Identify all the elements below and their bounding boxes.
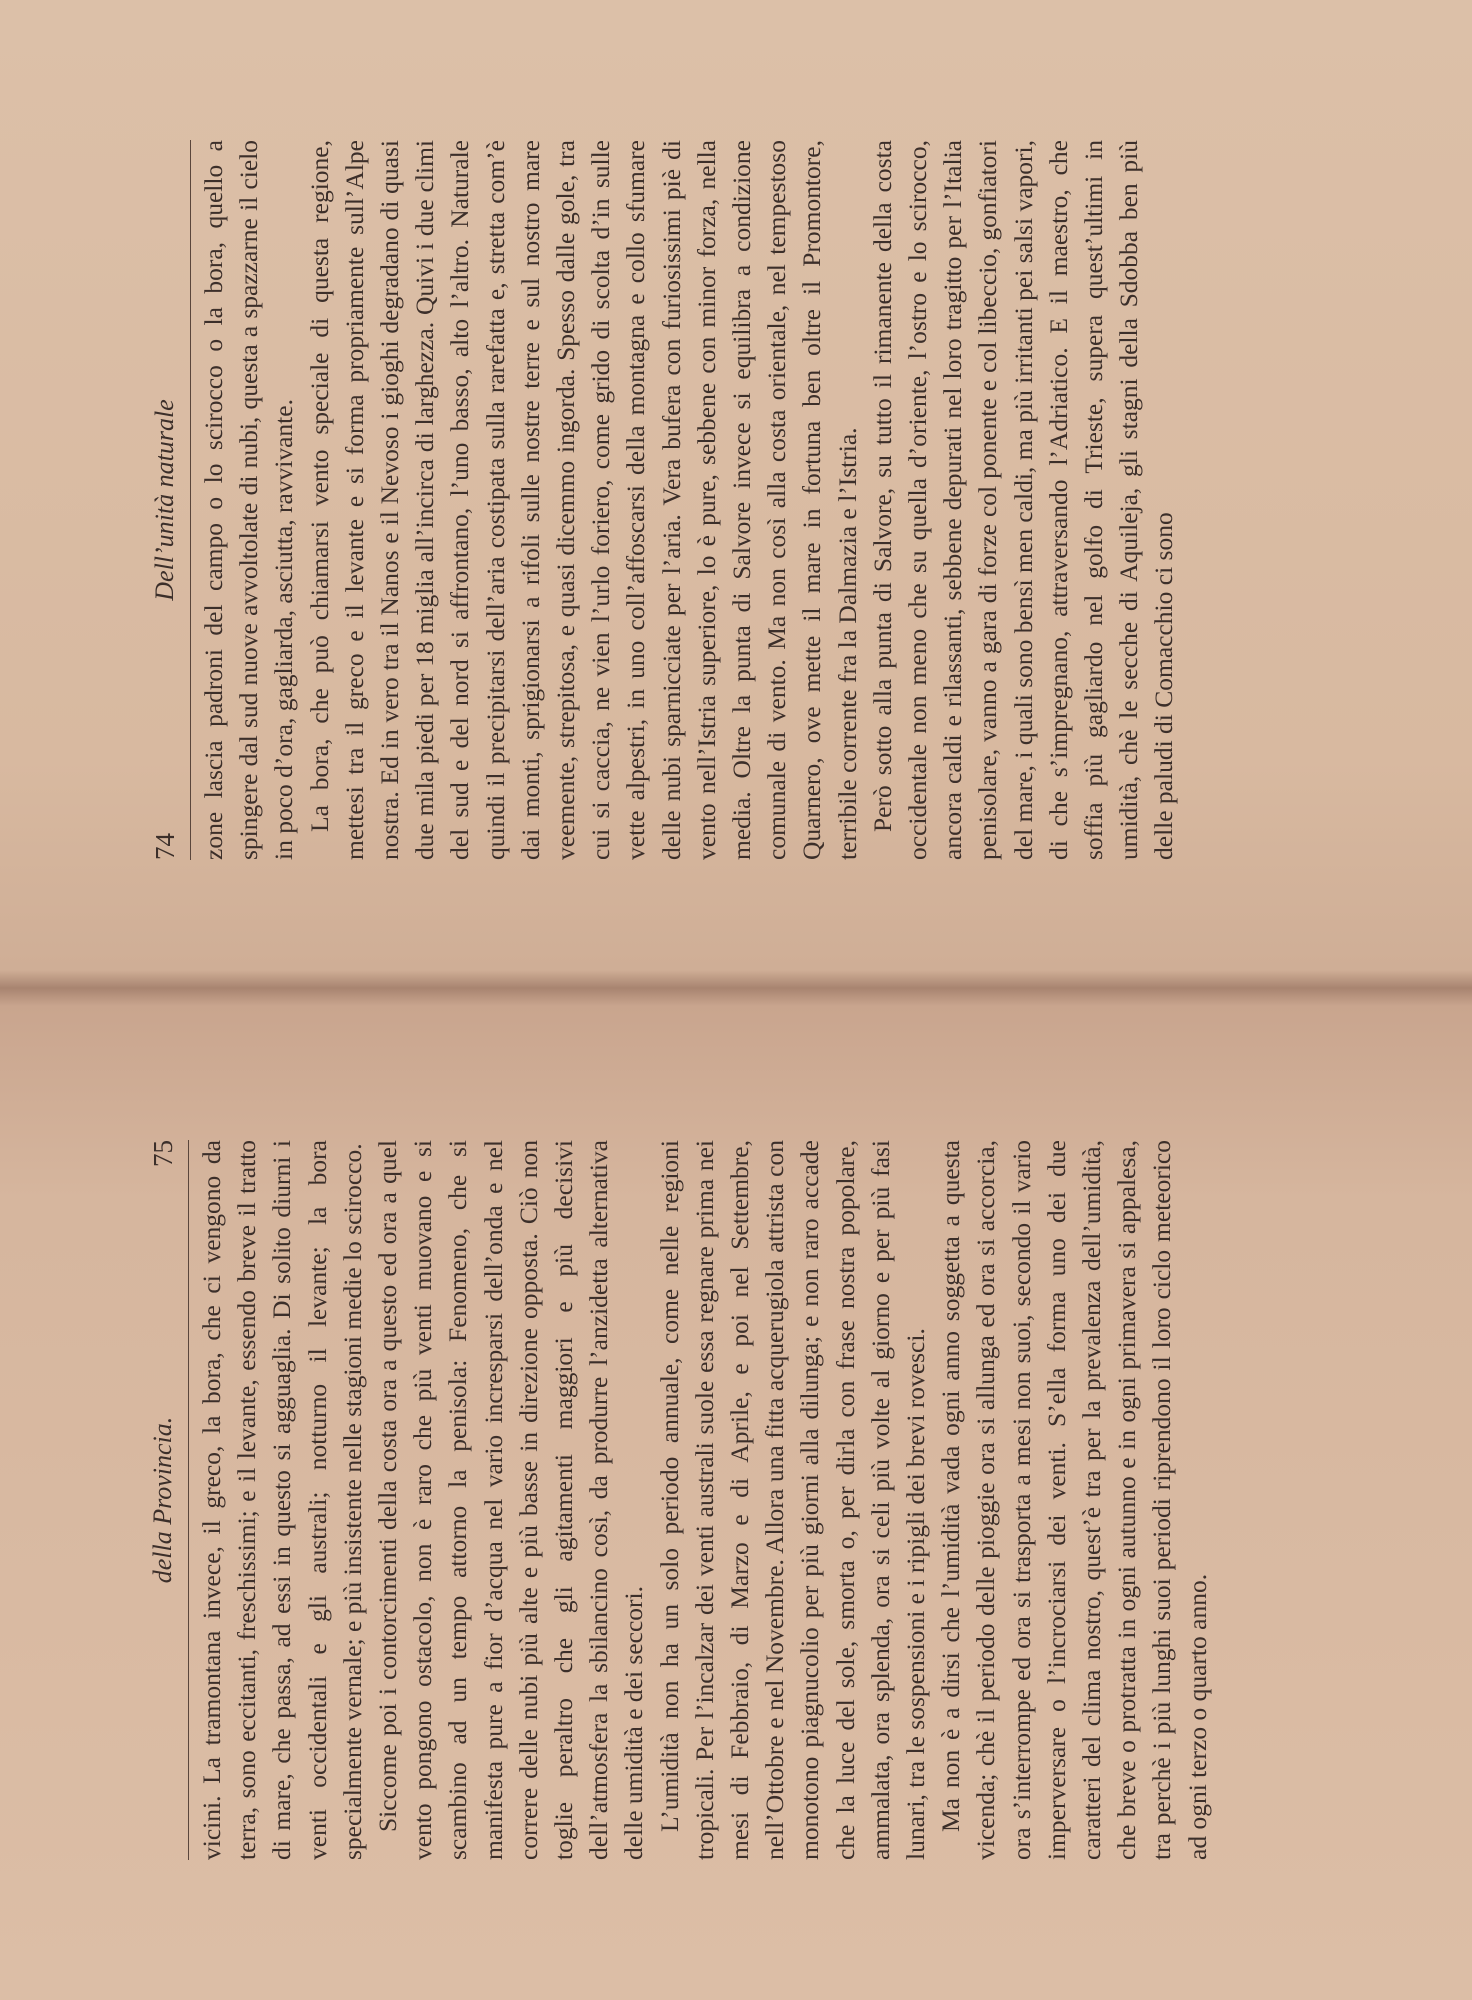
paragraph: L’umidità non ha un solo periodo annuale, come nelle regioni tropicali. Per l’incalzar dei venti australi suole essa regnare prima nei mesi di Febbraio, di Marzo e di Aprile, e poi nel Settembre, nell’Ottobre e nel Novembre. Allora una fitta acquerugiola attrista con monotono piagnucolio per più giorni alla dilunga; e non raro accade che la luce del sole, smorta o, per dirla con frase nostra popolare, ammalata, ora splenda, ora si celi più volte al giorno e per più fasi lunari, tra le sospensioni e i ripigli dei brevi rovesci. [654,1140,931,1860]
header-rule [190,140,191,860]
paragraph: Però sotto alla punta di Salvore, su tutto il rimanente della costa occidentale non meno che su quella d’oriente, l’ostro e lo scirocco, ancora caldi e rilassanti, sebbene depurati nel loro tragitto per l’Italia penisolare, vanno a gara di forze col ponente e col libeccio, gonfiatori del mare, i quali sono bensì men caldi, ma più irritanti pei salsi vapori, di che s’impregnano, attraversando l’Adriatico. E il maestro, che soffia più gagliardo nel golfo di Trieste, supera quest’ultimi in umidità, chè le secche di Aquileja, gli stagni della Sdobba ben più delle paludi di Comacchio ci sono [867,140,1179,860]
paragraph: vicini. La tramontana invece, il greco, la bora, che ci vengono da terra, sono eccitanti, freschissimi; e il levante, essendo breve il tratto di mare, che passa, ad essi in questo si agguaglia. Di solito diurni i venti occidentali e gli australi; notturno il levante; la bora specialmente vernale; e più insistente nelle stagioni medie lo scirocco. [197,1140,367,1860]
page-number: 75 [148,1140,178,1167]
right-page [0,1000,1472,2000]
running-title: della Provincia. [148,1416,177,1584]
header-rule [188,1140,189,1860]
paragraph: Siccome poi i contorcimenti della costa ora a questo ed ora a quel vento pongono ostacolo, non è raro che più venti muovano e si scambino ad un tempo attorno la penisola: Fenomeno, che si manifesta pure a fior d’acqua nel vario incresparsi dell’onda e nel correre delle nubi più alte e più basse in direzione opposta. Ciò non toglie peraltro che gli agitamenti maggiori e più decisivi dell’atmosfera la sbilancino così, da produrre l’anzidetta alternativa delle umidità e dei seccori. [373,1140,649,1860]
page-header [150,140,184,860]
page-number: 74 [150,833,180,860]
running-title: Dell’unità naturale [150,399,179,601]
page-body [194,1140,1215,1860]
paragraph: zone lascia padroni del campo o lo scirocco o la bora, quello a spingere dal sud nuove avvoltolate di nubi, questa a spazzarne il cielo in poco d’ora, gagliarda, asciutta, ravvivante. [199,140,299,860]
paragraph: La bora, che può chiamarsi vento speciale di questa regione, mettesi tra il greco e il levante e si forma propriamente sull’Alpe nostra. Ed in vero tra il Nanos e il Nevoso i gioghi degradano di quasi due mila piedi per 18 miglia all’incirca di larghezza. Quivi i due climi del sud e del nord si affrontano, l’uno basso, alto l’altro. Naturale quindi il precipitarsi dell’aria costipata sulla rarefatta e, stretta com’è dai monti, sprigionarsi a rifoli sulle nostre terre e sul nostro mare veemente, strepitosa, e quasi dicemmo ingorda. Spesso dalle gole, tra cui si caccia, ne vien l’urlo foriero, come grido di scolta d’in sulle vette alpestri, in uno coll’affoscarsi della montagna e collo sfumare delle nubi sparnicciate per l’aria. Vera bufera con furiosissimi piè di vento nell’Istria superiore, lo è pure, sebbene con minor forza, nella media. Oltre la punta di Salvore invece si equilibra a condizione comunale di vento. Ma non così alla costa orientale, nel tempestoso Quarnero, ove mette il mare in fortuna ben oltre il Promontore, terribile corrente fra la Dalmazia e l’Istria. [304,140,862,860]
page-body [196,140,1182,860]
page-header [148,1140,182,1860]
paragraph: Ma non è a dirsi che l’umidità vada ogni anno soggetta a questa vicenda; chè il periodo delle pioggie ora si allunga ed ora si accorcia, ora s’interrompe ed ora si trasporta a mesi non suoi, secondo il vario imperversare o l’incrociarsi dei venti. S’ella forma uno dei due caratteri del clima nostro, quest’è tra per la prevalenza dell’umidità, che breve o protratta in ogni autunno e in ogni primavera si appalesa, tra perchè i più lunghi suoi periodi riprendono il loro ciclo meteorico ad ogni terzo o quarto anno. [936,1140,1212,1860]
